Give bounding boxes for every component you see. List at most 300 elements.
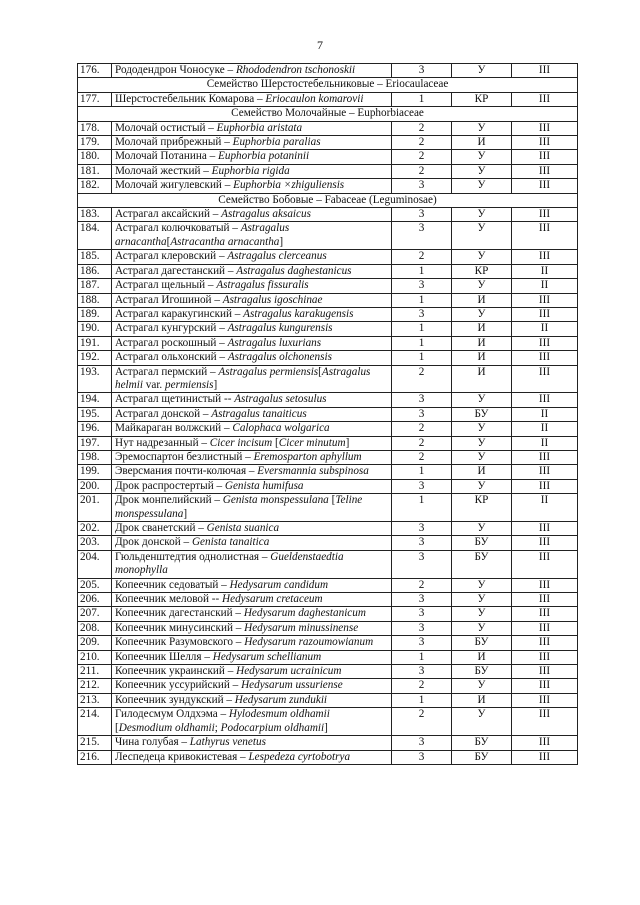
status-cell: У	[452, 679, 512, 693]
russian-name: Астрагал Игошиной –	[115, 293, 223, 306]
species-name	[112, 92, 392, 106]
russian-name: Молочай прибрежный –	[115, 136, 233, 149]
latin-name: Calophaca wolgarica	[232, 422, 330, 435]
table-row	[78, 708, 578, 736]
russian-name: Молочай жесткий –	[115, 164, 212, 177]
status-cell: У	[452, 64, 512, 78]
table-row	[78, 450, 578, 464]
bracket-open: [	[115, 721, 119, 734]
status-cell: У	[452, 279, 512, 293]
latin-name: Hedysarum cretaceum	[222, 593, 323, 606]
table-row	[78, 479, 578, 493]
russian-name: Астрагал ольхонский –	[115, 351, 228, 364]
category-cell: 3	[392, 593, 452, 607]
group-cell: III	[512, 650, 578, 664]
row-number: 177.	[78, 92, 112, 106]
bracket-close: ]	[213, 378, 218, 391]
russian-name: Молочай остистый –	[115, 121, 217, 134]
row-number: 182.	[78, 179, 112, 193]
category-cell: 3	[392, 607, 452, 621]
group-cell: III	[512, 450, 578, 464]
category-cell: 3	[392, 536, 452, 550]
row-number: 202.	[78, 522, 112, 536]
status-cell: У	[452, 307, 512, 321]
russian-name: Копеечник седоватый –	[115, 578, 230, 591]
table-row	[78, 607, 578, 621]
row-number: 178.	[78, 121, 112, 135]
species-name	[112, 293, 392, 307]
bracket-close: ]	[324, 721, 328, 734]
species-name	[112, 407, 392, 421]
table-row	[78, 136, 578, 150]
latin-name: Astragalus arnacantha	[115, 222, 290, 248]
species-name	[112, 750, 392, 764]
species-name	[112, 336, 392, 350]
latin-name: Hylodesmum oldhamii	[228, 708, 330, 721]
status-cell: И	[452, 351, 512, 365]
group-cell: III	[512, 736, 578, 750]
latin-name: Rhododendron tschonoskii	[235, 64, 356, 76]
group-cell: II	[512, 279, 578, 293]
row-number: 209.	[78, 636, 112, 650]
row-number: 216.	[78, 750, 112, 764]
latin-name: Hedysarum daghestanicum	[243, 607, 366, 620]
latin-name: Astragalus aksaicus	[221, 208, 311, 221]
row-number: 195.	[78, 407, 112, 421]
row-number: 187.	[78, 279, 112, 293]
russian-name: Копеечник уссурийский –	[115, 679, 242, 692]
species-name	[112, 179, 392, 193]
group-cell: III	[512, 64, 578, 78]
russian-name: Копеечник украинский –	[115, 665, 237, 678]
category-cell: 2	[392, 679, 452, 693]
family-name: Семейство Молочайные – Euphorbiaceae	[78, 107, 578, 121]
species-name	[112, 64, 392, 78]
row-number: 211.	[78, 665, 112, 679]
category-cell: 2	[392, 121, 452, 135]
species-name	[112, 393, 392, 407]
table-row	[78, 336, 578, 350]
bracket-close: ]	[183, 507, 188, 520]
status-cell: БУ	[452, 736, 512, 750]
group-cell: III	[512, 351, 578, 365]
status-cell: БУ	[452, 636, 512, 650]
category-cell: 1	[392, 293, 452, 307]
category-cell: 2	[392, 422, 452, 436]
status-cell: КР	[452, 494, 512, 522]
group-cell: III	[512, 607, 578, 621]
category-cell: 2	[392, 708, 452, 736]
row-number: 210.	[78, 650, 112, 664]
category-cell: 1	[392, 650, 452, 664]
latin-name: Hedysarum razoumowianum	[244, 636, 374, 649]
species-name	[112, 522, 392, 536]
species-name	[112, 422, 392, 436]
table-row	[78, 365, 578, 393]
row-number: 198.	[78, 450, 112, 464]
category-cell: 3	[392, 179, 452, 193]
status-cell: У	[452, 621, 512, 635]
status-cell: У	[452, 593, 512, 607]
row-number: 213.	[78, 693, 112, 707]
row-number: 183.	[78, 208, 112, 222]
category-cell: 3	[392, 550, 452, 578]
row-number: 201.	[78, 494, 112, 522]
russian-name: Копеечник Разумовского –	[115, 636, 245, 649]
latin-name: Hedysarum ucrainicum	[236, 665, 342, 678]
name-separator: ;	[214, 721, 221, 734]
row-number: 207.	[78, 607, 112, 621]
table-row	[78, 351, 578, 365]
species-name	[112, 121, 392, 135]
group-cell: III	[512, 393, 578, 407]
latin-name: Eriocaulon komarovii	[265, 92, 364, 105]
table-row	[78, 407, 578, 421]
row-number: 181.	[78, 164, 112, 178]
species-name	[112, 636, 392, 650]
category-cell: 1	[392, 494, 452, 522]
latin-name: Astragalus olchonensis	[227, 351, 332, 364]
species-name	[112, 736, 392, 750]
bracket-open: [	[328, 494, 336, 507]
group-cell: III	[512, 550, 578, 578]
row-number: 214.	[78, 708, 112, 736]
latin-name: Hedysarum ussuriense	[241, 679, 343, 692]
latin-name: Hedysarum zundukii	[234, 693, 328, 706]
table-row	[78, 150, 578, 164]
table-row	[78, 393, 578, 407]
group-cell: II	[512, 422, 578, 436]
russian-name: Шерстостебельник Комарова –	[115, 92, 266, 105]
synonym-name: permiensis	[165, 378, 214, 391]
status-cell: И	[452, 365, 512, 393]
latin-name: Euphorbia potaninii	[218, 150, 310, 163]
status-cell: У	[452, 578, 512, 592]
group-cell: III	[512, 465, 578, 479]
synonym-name: Astragalus helmii	[115, 365, 371, 391]
group-cell: III	[512, 293, 578, 307]
table-row	[78, 650, 578, 664]
row-number: 203.	[78, 536, 112, 550]
status-cell: У	[452, 522, 512, 536]
species-name	[112, 264, 392, 278]
latin-name: Hedysarum candidum	[229, 578, 329, 591]
category-cell: 3	[392, 522, 452, 536]
latin-name: Euphorbia ×zhiguliensis	[233, 179, 345, 192]
row-number: 185.	[78, 250, 112, 264]
family-name: Семейство Бобовые – Fabaceae (Leguminosae)	[78, 193, 578, 207]
status-cell: БУ	[452, 407, 512, 421]
family-header-row	[78, 193, 578, 207]
group-cell: III	[512, 222, 578, 250]
status-cell: У	[452, 222, 512, 250]
species-name	[112, 593, 392, 607]
group-cell: III	[512, 593, 578, 607]
synonym-name: Desmodium oldhamii	[118, 721, 215, 734]
group-cell: III	[512, 679, 578, 693]
russian-name: Копеечник дагестанский –	[115, 607, 244, 620]
category-cell: 2	[392, 164, 452, 178]
species-name	[112, 465, 392, 479]
russian-name: Копеечник зундукский –	[115, 693, 235, 706]
row-number: 215.	[78, 736, 112, 750]
latin-name: Astragalus luxurians	[227, 336, 322, 349]
row-number: 206.	[78, 593, 112, 607]
species-table	[77, 63, 578, 765]
category-cell: 2	[392, 136, 452, 150]
species-name	[112, 621, 392, 635]
species-name	[112, 550, 392, 578]
status-cell: У	[452, 607, 512, 621]
latin-name: Euphorbia aristata	[216, 121, 303, 134]
table-row	[78, 64, 578, 78]
species-name	[112, 679, 392, 693]
table-row	[78, 636, 578, 650]
group-cell: II	[512, 407, 578, 421]
row-number: 200.	[78, 479, 112, 493]
row-number: 194.	[78, 393, 112, 407]
latin-name: Euphorbia rigida	[211, 164, 290, 177]
group-cell: III	[512, 750, 578, 764]
russian-name: Астрагал колючковатый –	[115, 222, 241, 235]
russian-name: Астрагал каракугинский –	[115, 307, 244, 320]
table-row	[78, 621, 578, 635]
latin-name: Astragalus permiensis	[218, 365, 319, 378]
synonym-name: Teline monspessulana	[115, 494, 363, 520]
species-name	[112, 351, 392, 365]
row-number: 176.	[78, 64, 112, 78]
category-cell: 2	[392, 436, 452, 450]
table-row	[78, 578, 578, 592]
species-name	[112, 450, 392, 464]
bracket-close: ]	[345, 436, 350, 449]
group-cell: III	[512, 164, 578, 178]
latin-name: Astragalus igoschinae	[222, 293, 323, 306]
species-name	[112, 365, 392, 393]
species-name	[112, 665, 392, 679]
status-cell: У	[452, 479, 512, 493]
species-name	[112, 136, 392, 150]
species-name	[112, 436, 392, 450]
category-cell: 2	[392, 150, 452, 164]
species-name	[112, 322, 392, 336]
status-cell: У	[452, 150, 512, 164]
russian-name: Эремоспартон безлистный –	[115, 450, 254, 463]
table-row	[78, 121, 578, 135]
category-cell: 3	[392, 279, 452, 293]
russian-name: Астрагал пермский –	[115, 365, 219, 378]
group-cell: III	[512, 693, 578, 707]
status-cell: И	[452, 136, 512, 150]
species-name	[112, 164, 392, 178]
row-number: 196.	[78, 422, 112, 436]
table-row	[78, 665, 578, 679]
species-name	[112, 693, 392, 707]
bracket-open: [	[272, 436, 279, 449]
row-number: 197.	[78, 436, 112, 450]
status-cell: БУ	[452, 750, 512, 764]
species-name	[112, 250, 392, 264]
row-number: 199.	[78, 465, 112, 479]
category-cell: 1	[392, 336, 452, 350]
group-cell: III	[512, 522, 578, 536]
category-cell: 1	[392, 92, 452, 106]
bracket-open: [	[318, 365, 322, 378]
species-name	[112, 150, 392, 164]
row-number: 190.	[78, 322, 112, 336]
russian-name: Копеечник меловой --	[115, 593, 223, 606]
latin-name: Astragalus tanaiticus	[211, 407, 307, 420]
russian-name: Дрок распростертый –	[115, 479, 225, 492]
russian-name: Гилодесмум Олдхэма –	[115, 708, 229, 721]
russian-name: Дрок донской –	[115, 536, 192, 549]
table-row	[78, 322, 578, 336]
status-cell: У	[452, 250, 512, 264]
russian-name: Копеечник минусинский –	[115, 621, 245, 634]
table-row	[78, 593, 578, 607]
category-cell: 1	[392, 264, 452, 278]
category-cell: 3	[392, 222, 452, 250]
status-cell: БУ	[452, 536, 512, 550]
category-cell: 3	[392, 636, 452, 650]
table-row	[78, 164, 578, 178]
species-name	[112, 536, 392, 550]
latin-name: Hedysarum schellianum	[212, 650, 322, 663]
table-row	[78, 736, 578, 750]
table-row	[78, 179, 578, 193]
group-cell: II	[512, 436, 578, 450]
group-cell: III	[512, 536, 578, 550]
group-cell: III	[512, 250, 578, 264]
status-cell: У	[452, 708, 512, 736]
bracket-close: ]	[279, 235, 284, 248]
row-number: 179.	[78, 136, 112, 150]
species-name	[112, 607, 392, 621]
category-cell: 1	[392, 465, 452, 479]
russian-name: Эверсмания почти-колючая –	[115, 465, 258, 478]
family-header-row	[78, 107, 578, 121]
russian-name: Астрагал щетинистый --	[115, 393, 235, 406]
group-cell: III	[512, 121, 578, 135]
table-row	[78, 279, 578, 293]
category-cell: 3	[392, 750, 452, 764]
latin-name: Euphorbia paralias	[232, 136, 321, 149]
category-cell: 3	[392, 479, 452, 493]
category-cell: 3	[392, 393, 452, 407]
species-name	[112, 708, 392, 736]
latin-name: Astragalus clerceanus	[227, 250, 327, 263]
group-cell: II	[512, 264, 578, 278]
status-cell: У	[452, 436, 512, 450]
group-cell: II	[512, 494, 578, 522]
latin-name: Genista monspessulana	[222, 494, 329, 507]
russian-name: Дрок сванетский –	[115, 522, 207, 534]
russian-name: Астрагал щельный –	[115, 279, 217, 292]
latin-name: Astragalus setosulus	[234, 393, 327, 406]
latin-name: Cicer incisum	[209, 436, 273, 449]
russian-name: Астрагал роскошный –	[115, 336, 228, 349]
category-cell: 1	[392, 322, 452, 336]
species-name	[112, 307, 392, 321]
russian-name: Копеечник Шелля –	[115, 650, 213, 663]
family-name: Семейство Шерстостебельниковые – Eriocaulaceae	[78, 78, 578, 92]
row-number: 204.	[78, 550, 112, 578]
table-row	[78, 750, 578, 764]
category-cell: 2	[392, 450, 452, 464]
species-name	[112, 650, 392, 664]
table-row	[78, 293, 578, 307]
status-cell: БУ	[452, 665, 512, 679]
group-cell: III	[512, 621, 578, 635]
russian-name: Астрагал аксайский –	[115, 208, 222, 221]
table-row	[78, 208, 578, 222]
species-name	[112, 578, 392, 592]
group-cell: III	[512, 336, 578, 350]
row-number: 192.	[78, 351, 112, 365]
latin-name: Hedysarum minussinense	[244, 621, 359, 634]
latin-name: Astragalus karakugensis	[243, 307, 354, 320]
group-cell: III	[512, 479, 578, 493]
latin-name: Eversmannia subspinosa	[257, 465, 369, 478]
category-cell: 3	[392, 64, 452, 78]
status-cell: У	[452, 422, 512, 436]
russian-name: Молочай Потанина –	[115, 150, 219, 163]
table-row	[78, 92, 578, 106]
group-cell: III	[512, 365, 578, 393]
russian-name: Астрагал клеровский –	[115, 250, 228, 263]
status-cell: И	[452, 322, 512, 336]
synonym-name: Cicer minutum	[278, 436, 346, 449]
category-cell: 3	[392, 407, 452, 421]
group-cell: III	[512, 92, 578, 106]
russian-name: Астрагал кунгурский –	[115, 322, 228, 335]
russian-name: Чина голубая –	[115, 736, 190, 749]
table-row	[78, 264, 578, 278]
latin-name: Astragalus fissuralis	[216, 279, 309, 292]
status-cell: БУ	[452, 550, 512, 578]
row-number: 191.	[78, 336, 112, 350]
table-row	[78, 494, 578, 522]
status-cell: У	[452, 164, 512, 178]
latin-name: Gueldenstaedtia monophylla	[115, 550, 344, 577]
group-cell: III	[512, 636, 578, 650]
russian-name: Гюльденштедтия однолистная –	[115, 550, 271, 563]
synonym-name: Podocarpium oldhamii	[220, 721, 325, 734]
status-cell: У	[452, 450, 512, 464]
status-cell: У	[452, 393, 512, 407]
status-cell: И	[452, 293, 512, 307]
page-number: 7	[317, 38, 323, 52]
synonym-name: Astracantha arnacantha	[170, 235, 280, 248]
table-row	[78, 550, 578, 578]
russian-name: Молочай жигулевский –	[115, 179, 234, 192]
group-cell: III	[512, 179, 578, 193]
row-number: 205.	[78, 578, 112, 592]
species-name	[112, 494, 392, 522]
name-separator: var.	[142, 378, 166, 391]
category-cell: 3	[392, 621, 452, 635]
group-cell: III	[512, 307, 578, 321]
table-row	[78, 250, 578, 264]
category-cell: 1	[392, 351, 452, 365]
group-cell: III	[512, 578, 578, 592]
species-name	[112, 279, 392, 293]
table-row	[78, 536, 578, 550]
group-cell: III	[512, 136, 578, 150]
table-row	[78, 222, 578, 250]
category-cell: 2	[392, 578, 452, 592]
status-cell: У	[452, 121, 512, 135]
